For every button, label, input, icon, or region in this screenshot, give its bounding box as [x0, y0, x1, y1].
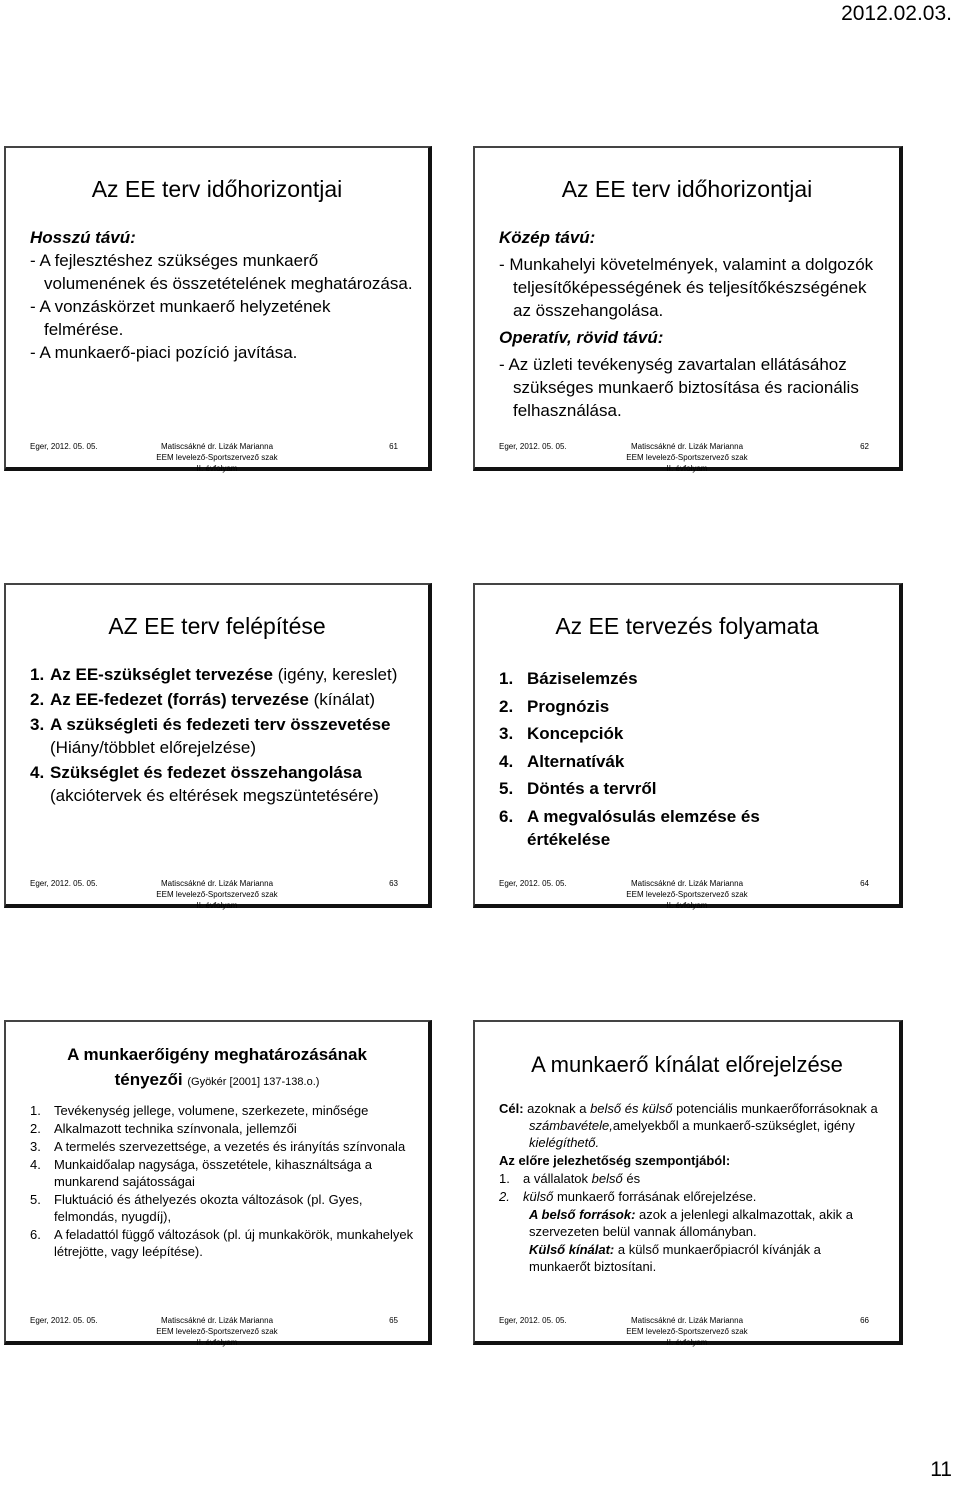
- slide-number: 62: [860, 442, 869, 451]
- viewpoint-heading: Az előre jelezhetőség szempontjából:: [499, 1153, 731, 1168]
- slide-title: Az EE terv időhorizontjai: [561, 176, 813, 202]
- slide-number: 65: [389, 1316, 398, 1325]
- slide-63: [4, 583, 432, 908]
- page-number: 11: [930, 1458, 952, 1481]
- footer-place-date: Eger, 2012. 05. 05.: [30, 442, 98, 451]
- list-item: 6. A feladattól függő változások (pl. új munkakörök, munkahelyek létrejötte, vagy leépítése).: [30, 1227, 414, 1259]
- footer-author: Matiscsákné dr. Lizák Marianna EEM levelező-Sportszervező szak II. évfolyam: [156, 879, 278, 910]
- list-item: 3. A szükségleti és fedezeti terv összevetése (Hiány/többlet előrejelzése): [30, 715, 391, 757]
- slide-footer: [6, 441, 428, 473]
- list-item: 4. Munkaidőalap nagysága, összetétele, kihasználtsága a munkarend sajátosságai: [30, 1157, 372, 1189]
- slide-title: A munkaerőigény meghatározásának tényezői (Gyökér [2001] 137-138.o.): [67, 1045, 367, 1089]
- list-item: 4. Alternatívák: [499, 751, 625, 771]
- list-item: - Munkahelyi követelmények, valamint a dolgozók teljesítőképességének és teljesítőkészségének az összehangolása.: [499, 255, 874, 320]
- slide-title: Az EE tervezés folyamata: [555, 613, 819, 639]
- footer-author: Matiscsákné dr. Lizák Marianna EEM levelező-Sportszervező szak II. évfolyam: [156, 442, 278, 473]
- goal-paragraph: Cél: azoknak a belső és külső potenciális munkaerőforrásoknak a számbavétele,amelyekből a munkaerő-szükséglet, igény kielégíthető.: [499, 1101, 878, 1150]
- list-item: - A vonzáskörzet munkaerő helyzetének felmérése.: [30, 297, 331, 339]
- list-item: 1. a vállalatok belső és: [499, 1171, 641, 1186]
- slide-title: Az EE terv időhorizontjai: [91, 176, 343, 202]
- list-item: - A munkaerő-piaci pozíció javítása.: [30, 343, 298, 362]
- slide-footer: [475, 441, 899, 473]
- slide-content: [30, 1102, 414, 1260]
- slide-content: [499, 1100, 881, 1275]
- slide-66: [473, 1020, 903, 1345]
- list-item: 3. Koncepciók: [499, 724, 624, 743]
- list-item: - A fejlesztéshez szükséges munkaerő volumenének és összetételének meghatározása.: [30, 251, 413, 293]
- footer-place-date: Eger, 2012. 05. 05.: [499, 1316, 567, 1325]
- subheading: Operatív, rövid távú:: [499, 328, 664, 347]
- slide-number: 66: [860, 1316, 869, 1325]
- outer-supply: Külső kínálat: a külső munkaerőpiacról kívánják a munkaerőt biztosítani.: [529, 1242, 821, 1274]
- slide-62: [473, 146, 903, 471]
- slide-footer: [475, 878, 899, 910]
- list-item: 5. Döntés a tervről: [499, 779, 657, 798]
- footer-author: Matiscsákné dr. Lizák Marianna EEM levelező-Sportszervező szak II. évfolyam: [626, 1316, 748, 1347]
- slide-number: 64: [860, 879, 869, 888]
- footer-place-date: Eger, 2012. 05. 05.: [30, 1316, 98, 1325]
- list-item: 3. A termelés szervezettsége, a vezetés és irányítás színvonala: [30, 1139, 406, 1154]
- slide-content: [499, 226, 885, 422]
- slide-61: [4, 146, 432, 471]
- slide-content: [499, 665, 885, 851]
- list-item: 1. Az EE-szükséglet tervezése (igény, kereslet): [30, 665, 398, 684]
- slide-content: [30, 226, 414, 364]
- list-item: - Az üzleti tevékenység zavartalan ellátásához szükséges munkaerő biztosítása és racionális felhasználása.: [499, 355, 859, 420]
- list-item: 1. Báziselemzés: [499, 669, 638, 688]
- list-item: 2. Alkalmazott technika színvonala, jellemzői: [30, 1121, 297, 1136]
- list-item: 2. külső munkaerő forrásának előrejelzése.: [499, 1189, 757, 1204]
- slide-title: AZ EE terv felépítése: [108, 613, 326, 639]
- list-item: 2. Az EE-fedezet (forrás) tervezése (kínálat): [30, 690, 376, 709]
- slide-number: 63: [389, 879, 398, 888]
- slide-title: A munkaerő kínálat előrejelzése: [531, 1052, 843, 1077]
- list-item: 1. Tevékenység jellege, volumene, szerkezete, minősége: [30, 1103, 369, 1118]
- slide-footer: [6, 1315, 428, 1347]
- list-item: 2. Prognózis: [499, 696, 610, 716]
- footer-author: Matiscsákné dr. Lizák Marianna EEM levelező-Sportszervező szak II. évfolyam: [626, 879, 748, 910]
- footer-place-date: Eger, 2012. 05. 05.: [499, 442, 567, 451]
- slide-footer: [6, 878, 428, 910]
- slide-footer: [475, 1315, 899, 1347]
- subheading: Hosszú távú:: [30, 228, 136, 247]
- subheading: Közép távú:: [499, 228, 596, 247]
- slide-65: [4, 1020, 432, 1345]
- footer-place-date: Eger, 2012. 05. 05.: [30, 879, 98, 888]
- inner-sources: A belső források: azok a jelenlegi alkalmazottak, akik a szervezeten belül vannak állományban.: [529, 1207, 853, 1239]
- slide-64: [473, 583, 903, 908]
- header-date: 2012.02.03.: [841, 2, 952, 25]
- footer-place-date: Eger, 2012. 05. 05.: [499, 879, 567, 888]
- list-item: 4. Szükséglet és fedezet összehangolása (akciótervek és eltérések megszüntetésére): [30, 763, 379, 805]
- slide-number: 61: [389, 442, 398, 451]
- footer-author: Matiscsákné dr. Lizák Marianna EEM levelező-Sportszervező szak II. évfolyam: [626, 442, 748, 473]
- list-item: 5. Fluktuáció és áthelyezés okozta változások (pl. Gyes, felmondás, nyugdíj),: [30, 1192, 363, 1224]
- list-item: 6. A megvalósulás elemzése és értékelése: [499, 806, 760, 849]
- footer-author: Matiscsákné dr. Lizák Marianna EEM levelező-Sportszervező szak II. évfolyam: [156, 1316, 278, 1347]
- slide-content: [30, 663, 414, 807]
